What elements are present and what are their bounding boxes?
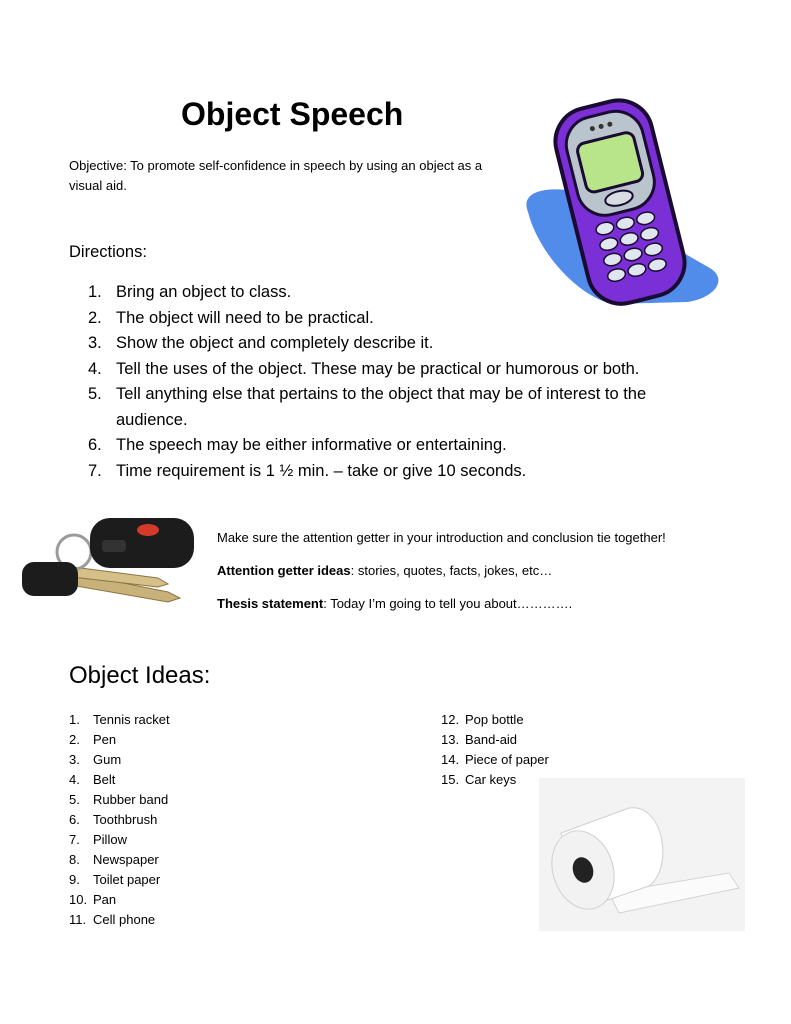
idea-text: Belt: [93, 772, 116, 787]
idea-number: 9.: [69, 872, 80, 887]
direction-item: [88, 357, 708, 383]
idea-number: 10.: [69, 892, 88, 907]
object-idea: [69, 750, 170, 770]
direction-number: 5.: [88, 385, 102, 403]
object-idea: [441, 750, 549, 770]
idea-number: 8.: [69, 852, 80, 867]
idea-text: Piece of paper: [465, 752, 549, 767]
idea-number: 1.: [69, 712, 80, 727]
tie-together-note: Make sure the attention getter in your introduction and conclusion tie together!: [217, 530, 666, 545]
object-idea: [69, 790, 170, 810]
object-idea: [69, 770, 170, 790]
direction-item: [88, 459, 708, 485]
thesis-statement-text: : Today I’m going to tell you about………….: [323, 596, 573, 611]
key-head: [22, 562, 78, 596]
toilet-paper-graphic: [539, 778, 745, 931]
page-title: Object Speech: [181, 96, 404, 132]
idea-text: Band-aid: [465, 732, 518, 747]
idea-text: Toothbrush: [93, 812, 158, 827]
object-ideas-heading: Object Ideas:: [69, 662, 211, 689]
direction-item: [88, 331, 708, 357]
directions-heading: Directions:: [69, 243, 147, 261]
object-idea: [441, 730, 549, 750]
idea-text: Gum: [93, 752, 122, 767]
idea-text: Pen: [93, 732, 117, 747]
idea-number: 5.: [69, 792, 80, 807]
object-idea: [69, 810, 170, 830]
car-keys-image: [18, 512, 198, 607]
key-fob-button: [137, 524, 159, 536]
attention-getter-label: Attention getter ideas: [217, 563, 351, 578]
direction-text: Bring an object to class.: [116, 283, 292, 301]
direction-text: The object will need to be practical.: [116, 308, 374, 327]
idea-number: 2.: [69, 732, 80, 747]
direction-text: Show the object and completely describe it.: [116, 334, 434, 352]
object-idea: [69, 730, 170, 750]
object-idea: [69, 890, 170, 910]
idea-number: 15.: [441, 772, 460, 787]
idea-text: Cell phone: [93, 912, 156, 927]
direction-text: Tell anything else that pertains to the object that may be of interest to the audience.: [116, 385, 647, 429]
direction-number: 4.: [88, 359, 102, 378]
direction-item: [88, 382, 708, 433]
direction-text: The speech may be either informative or entertaining.: [116, 436, 507, 454]
thesis-statement-label: Thesis statement: [217, 596, 324, 611]
object-idea: [69, 850, 170, 870]
idea-number: 4.: [69, 772, 80, 787]
idea-text: Rubber band: [93, 792, 169, 807]
object-ideas-list-left: [69, 710, 170, 930]
cell-phone-image: [518, 92, 723, 312]
speech-tips: [217, 529, 666, 628]
idea-text: Pan: [93, 892, 117, 907]
direction-number: 1.: [88, 283, 102, 301]
direction-item: [88, 433, 708, 459]
idea-number: 12.: [441, 712, 460, 727]
direction-text: Tell the uses of the object. These may be practical or humorous or both.: [116, 359, 640, 378]
idea-number: 7.: [69, 832, 80, 847]
objective-text: Objective: To promote self-confidence in speech by using an object as a visual aid.: [69, 158, 483, 193]
idea-text: Car keys: [465, 772, 517, 787]
attention-getter-text: : stories, quotes, facts, jokes, etc…: [350, 563, 553, 578]
idea-number: 3.: [69, 752, 80, 767]
idea-number: 14.: [441, 752, 460, 767]
idea-number: 13.: [441, 732, 460, 747]
direction-number: 6.: [88, 436, 102, 454]
object-ideas-list-right: [441, 710, 549, 790]
object-idea: [69, 830, 170, 850]
object-idea: [69, 710, 170, 730]
direction-text: Time requirement is 1 ½ min. – take or give 10 seconds.: [116, 461, 527, 480]
object-idea: [69, 910, 170, 930]
idea-text: Toilet paper: [93, 872, 161, 887]
idea-number: 6.: [69, 812, 80, 827]
idea-text: Pillow: [93, 832, 127, 847]
object-idea: [69, 870, 170, 890]
idea-text: Pop bottle: [465, 712, 524, 727]
idea-number: 11.: [69, 912, 87, 927]
idea-text: Tennis racket: [93, 712, 170, 727]
attention-getter-line: [217, 562, 666, 580]
toilet-paper-image: [539, 778, 745, 931]
thesis-statement-line: [217, 595, 666, 613]
idea-text: Newspaper: [93, 852, 159, 867]
direction-number: 3.: [88, 334, 102, 352]
object-idea: [441, 770, 549, 790]
object-idea: [441, 710, 549, 730]
direction-number: 2.: [88, 308, 102, 327]
direction-number: 7.: [88, 461, 102, 480]
